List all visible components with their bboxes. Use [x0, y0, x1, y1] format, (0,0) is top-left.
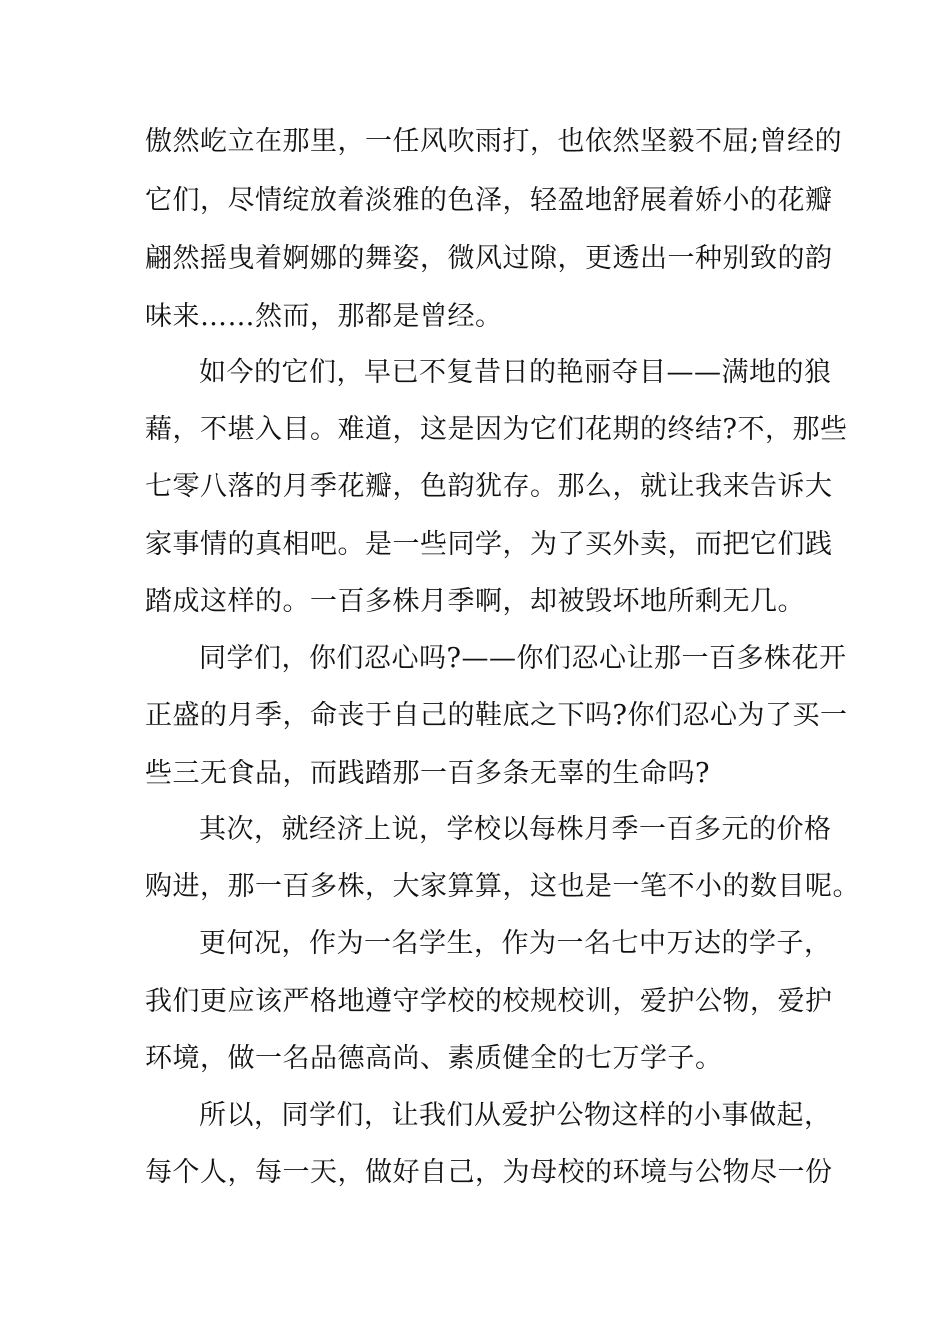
text-line: 购进，那一百多株，大家算算，这也是一笔不小的数目呢。 — [145, 871, 860, 902]
text-line: 家事情的真相吧。是一些同学，为了买外卖，而把它们践 — [145, 529, 833, 560]
paragraph-first-line: 所以，同学们，让我们从爱护公物这样的小事做起， — [199, 1100, 832, 1131]
paragraph-first-line: 其次，就经济上说，学校以每株月季一百多元的价格 — [199, 814, 832, 845]
text-line: 每个人，每一天，做好自己，为母校的环境与公物尽一份 — [145, 1157, 833, 1188]
paragraph-first-line: 如今的它们，早已不复昔日的艳丽夺目——满地的狼 — [199, 357, 832, 388]
text-line: 环境，做一名品德高尚、素质健全的七万学子。 — [145, 1043, 723, 1074]
text-line: 七零八落的月季花瓣，色韵犹存。那么，就让我来告诉大 — [145, 471, 833, 502]
text-line: 味来……然而，那都是曾经。 — [145, 301, 503, 332]
text-line: 藉，不堪入目。难道，这是因为它们花期的终结?不，那些 — [145, 414, 848, 445]
paragraph-first-line: 更何况，作为一名学生，作为一名七中万达的学子， — [199, 928, 832, 959]
text-line: 我们更应该严格地遵守学校的校规校训，爱护公物，爱护 — [145, 986, 833, 1017]
text-line: 正盛的月季，命丧于自己的鞋底之下吗?你们忍心为了买一 — [145, 700, 848, 731]
text-line: 翩然摇曳着婀娜的舞姿，微风过隙，更透出一种别致的韵 — [145, 243, 833, 274]
text-line: 它们，尽情绽放着淡雅的色泽，轻盈地舒展着娇小的花瓣 — [145, 185, 833, 216]
text-line: 踏成这样的。一百多株月季啊，却被毁坏地所剩无几。 — [145, 586, 805, 617]
paragraph-first-line: 同学们，你们忍心吗?——你们忍心让那一百多株花开 — [199, 643, 847, 674]
text-line: 傲然屹立在那里，一任风吹雨打，也依然坚毅不屈;曾经的 — [145, 126, 843, 157]
text-line: 些三无食品，而践踏那一百多条无辜的生命吗? — [145, 758, 710, 789]
